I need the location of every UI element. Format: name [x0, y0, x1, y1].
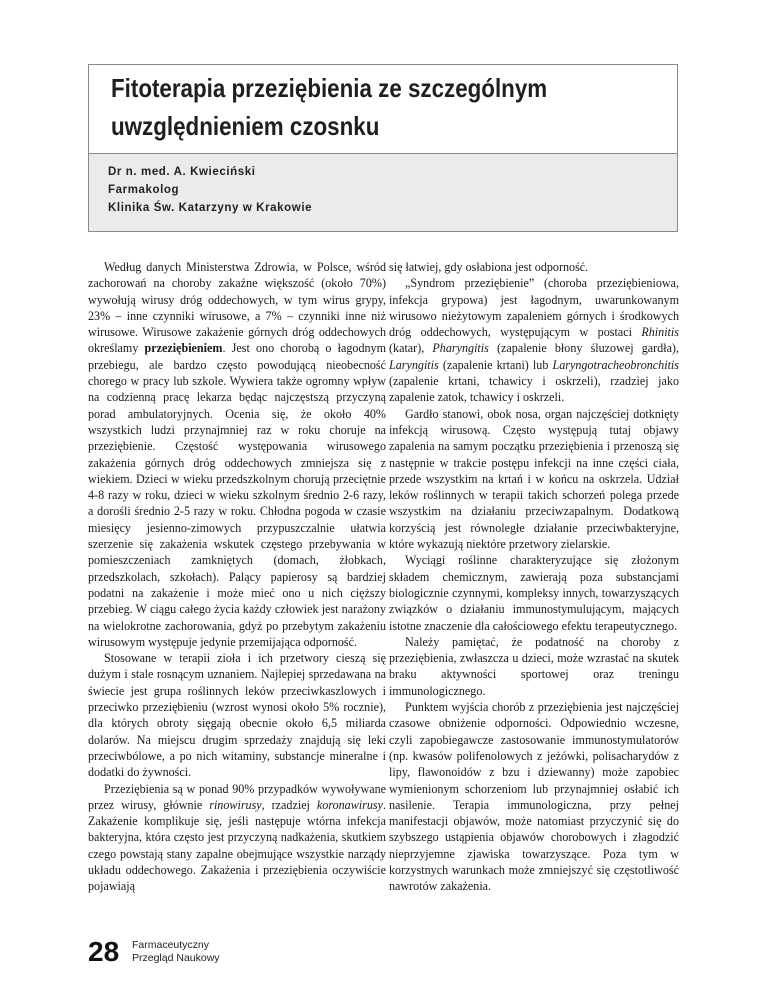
journal-name-line2: Przegląd Naukowy	[132, 952, 220, 964]
italic-term: koronawirusy	[316, 797, 383, 812]
text-run: Przeziębienia są w ponad 90% przypadków wywoływane przez wirusy, głównie	[88, 781, 386, 812]
text-run: (zapalenie krtani) lub	[438, 357, 553, 372]
italic-term: rinowirusy	[209, 797, 262, 812]
paragraph: Wyciągi roślinne charakteryzujące się złożonym składem chemicznym, zawierają poza substancjami biologicznie czynnymi, kompleksy innych, towarzyszących związków o działaniu immunostymulującym, mających istotne znaczenie dla całościowego efektu terapeutycznego.	[389, 553, 679, 633]
italic-term: Laryngitis	[389, 357, 439, 372]
page-number: 28	[88, 936, 120, 967]
text-run: „Syndrom przeziębienie” (choroba przeziębieniowa, infekcja grypowa) jest łagodnym, uwarunkowanym wirusowo nieżytowym zapaleniem górnych i środkowych dróg oddechowych, występującym w postaci	[389, 276, 679, 340]
journal-name	[132, 939, 220, 965]
text-run: (zapalenie błony śluzowej gardła),	[488, 341, 679, 356]
right-column	[389, 259, 679, 895]
paragraph	[389, 275, 679, 405]
paragraph: Stosowane w terapii zioła i ich przetwory cieszą się dużym i stale rosnącym uznaniem. Najlepiej sprzedawana na świecie jest grupa roślinnych leków przeciwkaszlowych i przeciwko przeziębieniu (wzrost wynosi około 5% rocznie), dla których obroty sięgają obecnie około 6,5 miliarda dolarów. Na miejscu drugim sprzedaży znajdują się leki przeciwbólowe, a po nich witaminy, substancje mineralne i dodatki do żywności.	[88, 651, 386, 780]
italic-term: Rhinitis	[641, 325, 679, 340]
paragraph	[88, 781, 386, 895]
paragraph: się łatwiej, gdy osłabiona jest odporność.	[389, 260, 589, 274]
text-run: . Zakażenie komplikuje się, jeśli następuje wtórna infekcja bakteryjna, która często jest przyczyną nadkażenia, skutkiem czego powstają stany zapalne obejmujące wszystkie narządy układu oddechowego. Zakażenia i przeziębienia oczywiście pojawiają	[88, 797, 387, 894]
paragraph: Gardło stanowi, obok nosa, organ najczęściej dotknięty infekcją wirusową. Często występują tutaj objawy zapalenia na samym początku przeziębienia i przenoszą się następnie w trakcie postępu infekcji na inne części ciała, przede wszystkim na krtań i w końcu na oskrzela. Udział leków roślinnych w terapii takich schorzeń polega przede wszystkim na działaniu przeciwzapalnym. Dodatkową korzyścią jest równoległe działanie przeciwbakteryjne, które wykazują niektóre przetwory zielarskie.	[389, 406, 679, 552]
text-run: , rzadziej	[261, 797, 317, 812]
text-run: (zapalenie krtani, tchawicy i oskrzeli), rzadziej jako zapalenie zatok, tchawicy i oskrzeli.	[389, 374, 679, 405]
text-run: Według danych Ministerstwa Zdrowia, w Polsce, wśród zachorowań na choroby zakaźne większość (około 70%) wywołują wirusy dróg oddechowych, w tym wirus grypy, 23% – inne czynniki wirusowe, a 7% – czynniki inne niż wirusowe. Wirusowe zakażenie górnych dróg oddechowych określamy	[88, 260, 386, 356]
italic-term: Laryngotracheobronchitis	[552, 357, 679, 372]
text-run: . Jest ono chorobą o łagodnym przebiegu, ale bardzo często powodującą nieobecność chorego w pracy lub szkole. Wywiera także ogromny wpływ na codzienną pracę lekarza będąc najczęstszą przyczyną porad ambulatoryjnych. Ocenia się, że około 40% wszystkich ludzi przynajmniej raz w roku choruje na przeziębienie. Częstość występowania wirusowego zakażenia górnych dróg oddechowych zmniejsza się z wiekiem. Dzieci w wieku przedszkolnym chorują przeciętnie 4-8 razy w roku, dzieci w wieku szkolnym średnio 2-6 razy, a dorośli średnio 2-5 razy w roku. Chłodna pogoda w czasie miesięcy jesienno-zimowych przypuszczalnie ułatwia szerzenie się zakażenia wskutek częstego przebywania w pomieszczeniach zamkniętych (domach, żłobkach, przedszkolach, szkołach). Palący papierosy są bardziej podatni na zakażenie i może mieć ono u nich cięższy przebieg. W ciągu całego życia każdy człowiek jest narażony na wielokrotne zachorowania, gdyż po przebytym zakażeniu wirusowym występuje jedynie przemijająca odporność.	[88, 341, 386, 649]
paragraph	[88, 259, 386, 650]
bold-term: przeziębieniem	[144, 341, 223, 356]
author-role: Farmakolog	[108, 184, 180, 196]
paragraph: Punktem wyjścia chorób z przeziębienia jest najczęściej czasowe obniżenie odporności. Odpowiednio wczesne, czyli zapobiegawcze zastosowanie immunostymulatorów (np. kwasów polifenolowych z jeżówki, polisacharydów z lipy, flawonoidów z bzu i dziewanny) może zapobiec wymienionym schorzeniom lub przynajmniej osłabić ich nasilenie. Terapia immunologiczna, przy pełnej manifestacji objawów, może natomiast przyczynić się do szybszego ustąpienia objawów chorobowych i złagodzić nieprzyjemne zjawiska towarzyszące. Poza tym w korzystnych warunkach może zmniejszyć się częstotliwość nawrotów zakażenia.	[389, 700, 679, 894]
article-title: Fitoterapia przeziębienia ze szczególnym uwzględnieniem czosnku	[111, 73, 548, 141]
author-affiliation: Klinika Św. Katarzyny w Krakowie	[108, 202, 313, 214]
journal-name-line1: Farmaceutyczny	[132, 939, 210, 951]
author-box	[88, 154, 678, 232]
author-name: Dr n. med. A. Kwieciński	[108, 166, 256, 178]
italic-term: Pharyngitis	[432, 341, 489, 356]
title-box	[88, 64, 678, 154]
text-run: (katar),	[389, 341, 433, 356]
left-column	[88, 259, 386, 895]
paragraph: Należy pamiętać, że podatność na choroby z przeziębienia, zwłaszcza u dzieci, może wzrastać na skutek braku aktywności sportowej oraz treningu immunologicznego.	[389, 634, 679, 698]
